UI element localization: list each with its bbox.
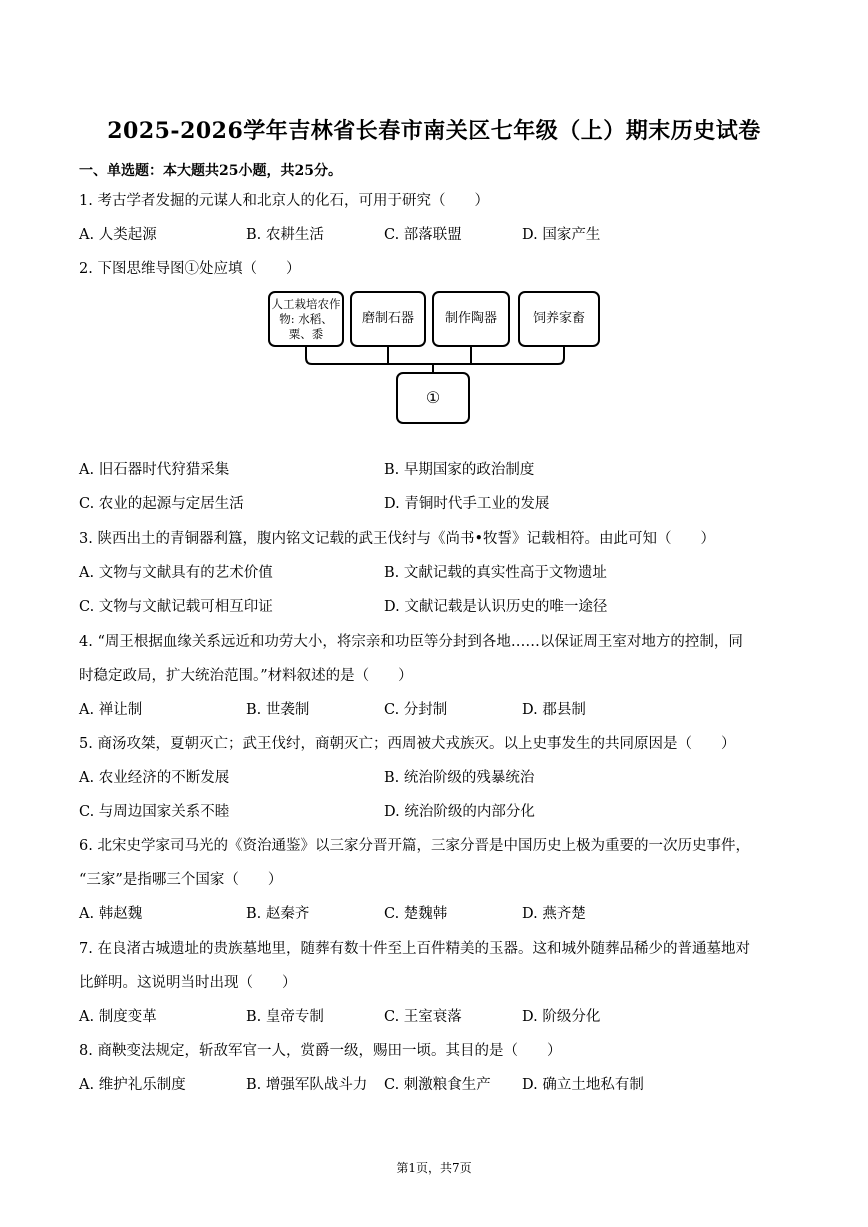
exam-title: 2025-2026学年吉林省长春市南关区七年级（上）期末历史试卷 <box>107 118 761 144</box>
option-b: B. 增强军队战斗力 <box>246 1077 368 1093</box>
option-a: A. 文物与文献具有的艺术价值 <box>79 565 273 581</box>
option-d: D. 国家产生 <box>522 227 601 243</box>
section-heading: 一、单选题：本大题共25小题，共25分。 <box>79 163 342 179</box>
question-3-stem: 3. 陕西出土的青铜器利簋，腹内铭文记载的武王伐纣与《尚书•牧誓》记载相符。由此可知（ ） <box>79 531 715 547</box>
option-b: B. 农耕生活 <box>246 227 324 243</box>
question-2-stem: 2. 下图思维导图①处应填（ ） <box>79 261 301 277</box>
question-3-options-row1 <box>79 556 791 590</box>
option-a: A. 韩赵魏 <box>79 906 143 922</box>
option-c: C. 文物与文献记载可相互印证 <box>79 599 273 615</box>
question-4-stem-line1: 4. “周王根据血缘关系远近和功劳大小，将宗亲和功臣等分封到各地……以保证周王室对地方的控制，同 <box>79 634 743 650</box>
question-6-stem-line1: 6. 北宋史学家司马光的《资治通鉴》以三家分晋开篇，三家分晋是中国历史上极为重要的一次历史事件， <box>79 838 750 854</box>
question-2-options-row2 <box>79 487 791 521</box>
question-8-options <box>79 1068 791 1102</box>
option-d: D. 统治阶级的内部分化 <box>384 804 535 820</box>
option-b: B. 世袭制 <box>246 702 310 718</box>
mind-map-box-stone-tools: 磨制石器 <box>350 291 426 347</box>
mind-map-box-crops: 人工栽培农作物: 水稻、粟、黍 <box>268 291 344 347</box>
option-d: D. 文献记载是认识历史的唯一途径 <box>384 599 608 615</box>
question-3-options-row2 <box>79 590 791 624</box>
option-c: C. 刺激粮食生产 <box>384 1077 491 1093</box>
question-8-stem: 8. 商鞅变法规定，斩敌军官一人，赏爵一级，赐田一顷。其目的是（ ） <box>79 1043 562 1059</box>
question-5-stem: 5. 商汤攻桀，夏朝灭亡；武王伐纣，商朝灭亡；西周被犬戎族灭。以上史事发生的共同原因是（ ） <box>79 736 736 752</box>
question-2-options-row1 <box>79 453 791 487</box>
mind-map-diagram <box>268 288 604 428</box>
option-a: A. 制度变革 <box>79 1009 157 1025</box>
mind-map-box-center: ① <box>396 372 470 424</box>
option-b: B. 赵秦齐 <box>246 906 310 922</box>
question-4-options <box>79 693 791 727</box>
option-b: B. 统治阶级的残暴统治 <box>384 770 535 786</box>
question-7-options <box>79 1000 791 1034</box>
mind-map-box-livestock: 饲养家畜 <box>518 291 600 347</box>
option-a: A. 维护礼乐制度 <box>79 1077 186 1093</box>
option-b: B. 文献记载的真实性高于文物遗址 <box>384 565 607 581</box>
option-c: C. 农业的起源与定居生活 <box>79 496 244 512</box>
mind-map-box-pottery: 制作陶器 <box>432 291 510 347</box>
option-d: D. 确立土地私有制 <box>522 1077 644 1093</box>
question-4-stem-line2: 时稳定政局，扩大统治范围。”材料叙述的是（ ） <box>79 668 413 684</box>
option-d: D. 青铜时代手工业的发展 <box>384 496 550 512</box>
option-a: A. 农业经济的不断发展 <box>79 770 230 786</box>
option-c: C. 楚魏韩 <box>384 906 448 922</box>
option-c: C. 分封制 <box>384 702 448 718</box>
question-7-stem-line2: 比鲜明。这说明当时出现（ ） <box>79 975 297 991</box>
question-1-options <box>79 218 791 252</box>
option-c: C. 与周边国家关系不睦 <box>79 804 230 820</box>
option-d: D. 郡县制 <box>522 702 586 718</box>
question-6-options <box>79 897 791 931</box>
option-a: A. 人类起源 <box>79 227 157 243</box>
option-c: C. 王室衰落 <box>384 1009 462 1025</box>
option-a: A. 禅让制 <box>79 702 143 718</box>
question-5-options-row2 <box>79 795 791 829</box>
option-b: B. 早期国家的政治制度 <box>384 462 535 478</box>
question-6-stem-line2: “三家”是指哪三个国家（ ） <box>79 872 283 888</box>
option-d: D. 燕齐楚 <box>522 906 586 922</box>
page-footer: 第1页，共7页 <box>396 1161 472 1175</box>
option-b: B. 皇帝专制 <box>246 1009 324 1025</box>
option-a: A. 旧石器时代狩猎采集 <box>79 462 230 478</box>
question-1-stem: 1. 考古学者发掘的元谋人和北京人的化石，可用于研究（ ） <box>79 193 489 209</box>
option-d: D. 阶级分化 <box>522 1009 601 1025</box>
question-5-options-row1 <box>79 761 791 795</box>
question-7-stem-line1: 7. 在良渚古城遗址的贵族墓地里，随葬有数十件至上百件精美的玉器。这和城外随葬品稀少的普通墓地对 <box>79 941 750 957</box>
option-c: C. 部落联盟 <box>384 227 462 243</box>
